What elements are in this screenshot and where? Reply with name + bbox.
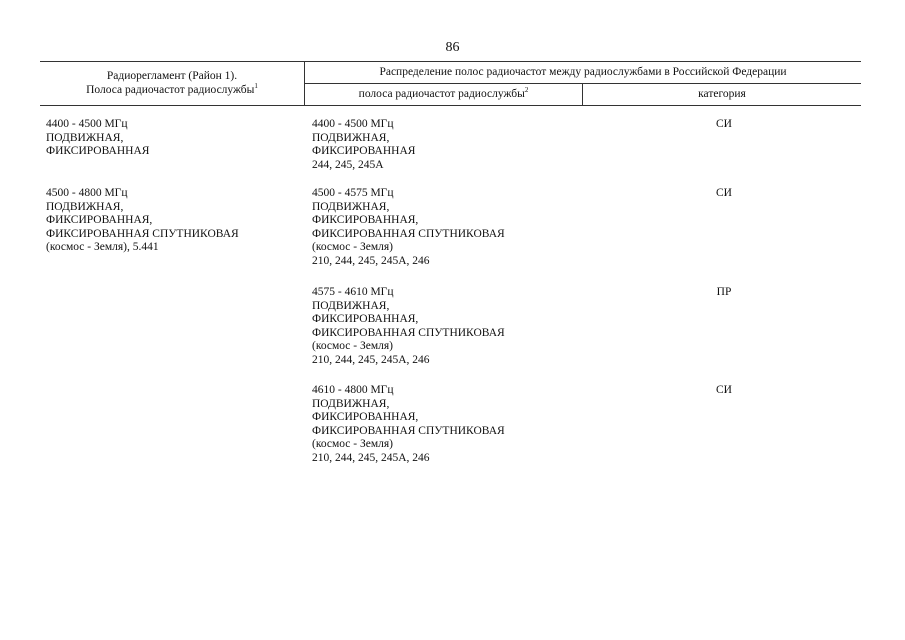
entry-line: ФИКСИРОВАННАЯ, xyxy=(312,313,419,326)
right-entry xyxy=(312,118,415,172)
entry-line: ФИКСИРОВАННАЯ, xyxy=(312,214,419,227)
entry-line: ФИКСИРОВАННАЯ xyxy=(46,145,150,158)
category-value: ПР xyxy=(716,286,732,298)
footnote-ref-2: 2 xyxy=(524,86,529,95)
header-band-text: полоса радиочастот радиослужбы xyxy=(358,88,525,100)
right-entry xyxy=(312,384,505,466)
header-left-line2 xyxy=(40,84,304,96)
entry-line: 210, 244, 245, 245А, 246 xyxy=(312,254,430,267)
entry-line: 4575 - 4610 МГц xyxy=(312,286,394,298)
header-category-column: категория xyxy=(698,88,746,100)
right-entry xyxy=(312,187,505,269)
entry-line: 4610 - 4800 МГц xyxy=(312,384,394,396)
header-left-line2-text: Полоса радиочастот радиослужбы xyxy=(86,84,255,96)
entry-line: ФИКСИРОВАННАЯ СПУТНИКОВАЯ xyxy=(46,227,239,240)
category-value: СИ xyxy=(716,187,732,199)
entry-line: ПОДВИЖНАЯ, xyxy=(46,200,124,213)
left-entry xyxy=(46,187,239,255)
entry-line: 4500 - 4575 МГц xyxy=(312,187,394,199)
entry-line: ФИКСИРОВАННАЯ, xyxy=(312,411,419,424)
right-entry xyxy=(312,286,505,368)
entry-line: 4500 - 4800 МГц xyxy=(46,187,128,199)
entry-line: ПОДВИЖНАЯ, xyxy=(46,131,124,144)
entry-line: ПОДВИЖНАЯ, xyxy=(312,397,390,410)
entry-line: 210, 244, 245, 245А, 246 xyxy=(312,353,430,366)
category-value: СИ xyxy=(716,118,732,130)
entry-line: ПОДВИЖНАЯ, xyxy=(312,200,390,213)
left-entry xyxy=(46,118,149,159)
entry-line: (космос - Земля) xyxy=(312,340,393,353)
entry-line: ПОДВИЖНАЯ, xyxy=(312,131,390,144)
entry-line: ФИКСИРОВАННАЯ СПУТНИКОВАЯ xyxy=(312,326,505,339)
footnote-ref-1: 1 xyxy=(254,82,258,91)
table-header xyxy=(40,61,861,106)
entry-line: (космос - Земля) xyxy=(312,438,393,451)
category-value: СИ xyxy=(716,384,732,396)
header-radio-regulations xyxy=(40,62,305,105)
entry-line: ФИКСИРОВАННАЯ СПУТНИКОВАЯ xyxy=(312,227,505,240)
header-rf-allocation: Распределение полос радиочастот между радиослужбами в Российской Федерации xyxy=(305,62,861,84)
entry-line: ПОДВИЖНАЯ, xyxy=(312,299,390,312)
entry-line: 244, 245, 245А xyxy=(312,158,384,171)
entry-line: 4400 - 4500 МГц xyxy=(46,118,128,130)
entry-line: ФИКСИРОВАННАЯ, xyxy=(46,214,153,227)
entry-line: (космос - Земля) xyxy=(312,241,393,254)
entry-line: ФИКСИРОВАННАЯ xyxy=(312,145,416,158)
header-left-line1: Радиорегламент (Район 1). xyxy=(106,70,238,82)
page-number: 86 xyxy=(445,40,460,55)
entry-line: 210, 244, 245, 245А, 246 xyxy=(312,451,430,464)
entry-line: 4400 - 4500 МГц xyxy=(312,118,394,130)
entry-line: ФИКСИРОВАННАЯ СПУТНИКОВАЯ xyxy=(312,424,505,437)
entry-line: (космос - Земля), 5.441 xyxy=(46,241,159,254)
header-band-column xyxy=(305,84,583,105)
